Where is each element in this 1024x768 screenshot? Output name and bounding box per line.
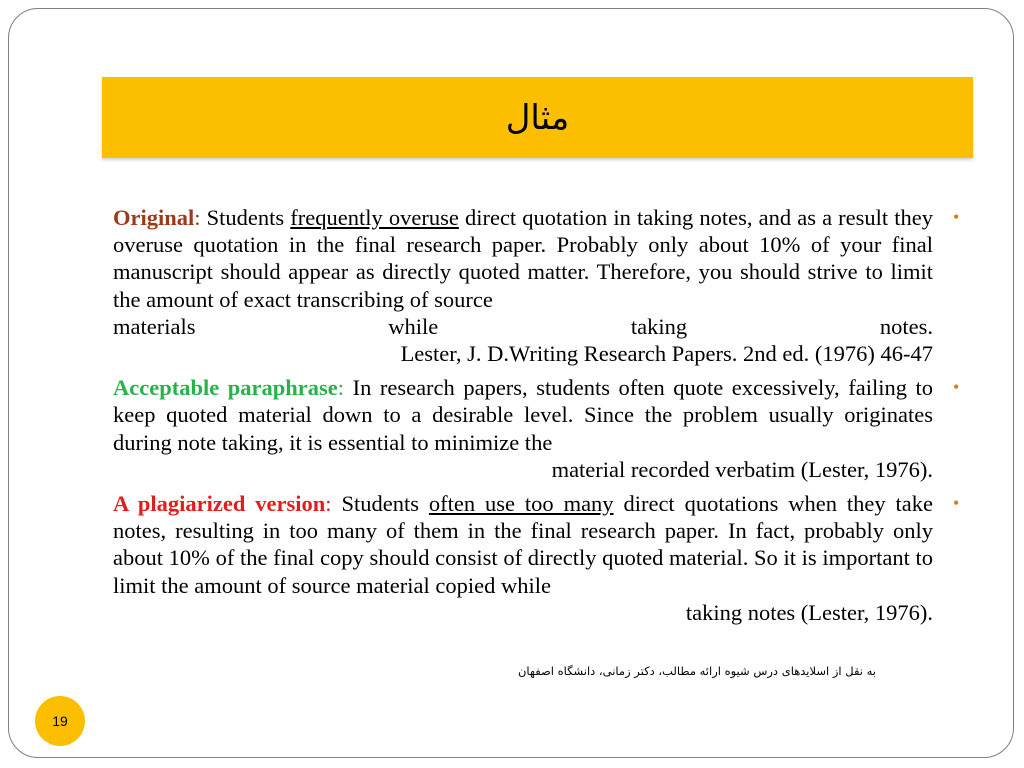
plagiarized-colon: : [325, 491, 332, 517]
bullet-icon: • [953, 207, 960, 227]
slide-title: مثال [505, 97, 570, 138]
bullet-icon: • [953, 377, 960, 398]
plagiarized-text-main: direct quotations when they take notes, resulting in too many of them in the final research paper. In fact, probably only about 10% of the final copy should consist of directly quoted material. So it is important to limit the amount of source material copied while [113, 491, 933, 598]
paragraph-acceptable [113, 374, 960, 483]
plagiarized-text-end: taking notes (Lester, 1976). [685, 599, 933, 625]
page-number-badge [35, 696, 85, 746]
original-label: Original [113, 205, 195, 230]
plagiarized-text-before: Students [331, 491, 429, 517]
plagiarized-underlined: often use too many [428, 491, 614, 517]
original-last-line: materials while taking notes. [113, 313, 933, 339]
original-citation: Lester, J. D.Writing Research Papers. 2nd ed. (1976) 46-47 [400, 341, 933, 367]
acceptable-label: Acceptable paraphrase [113, 375, 338, 401]
original-text-main: direct quotation in taking notes, and as a result they overuse quotation in the final research paper. Probably only about 10% of your final manuscript should appear as directly quoted matter. Therefore, you should strive to limit the amount of exact transcribing of source [113, 205, 934, 312]
bullet-icon: • [953, 493, 960, 514]
page-number: 19 [52, 713, 68, 729]
plagiarized-label: A plagiarized version [113, 491, 326, 517]
acceptable-text-main: In research papers, students often quote excessively, failing to keep quoted material down to a desirable level. Since the problem usually originates during note taking, it is essential to minimize the [113, 375, 933, 455]
slide-content [113, 204, 960, 633]
original-underlined: frequently overuse [290, 205, 459, 230]
acceptable-colon: : [337, 375, 345, 401]
original-text-before: Students [200, 205, 291, 230]
source-note: به نقل از اسلایدهای درس شیوه ارائه مطالب، دکتر زمانی، دانشگاه اصفهان [517, 664, 876, 678]
title-bar [102, 77, 973, 158]
original-colon: : [194, 205, 201, 230]
paragraph-original [113, 204, 960, 367]
paragraph-plagiarized [113, 490, 960, 626]
acceptable-text-end: material recorded verbatim (Lester, 1976). [551, 456, 933, 482]
